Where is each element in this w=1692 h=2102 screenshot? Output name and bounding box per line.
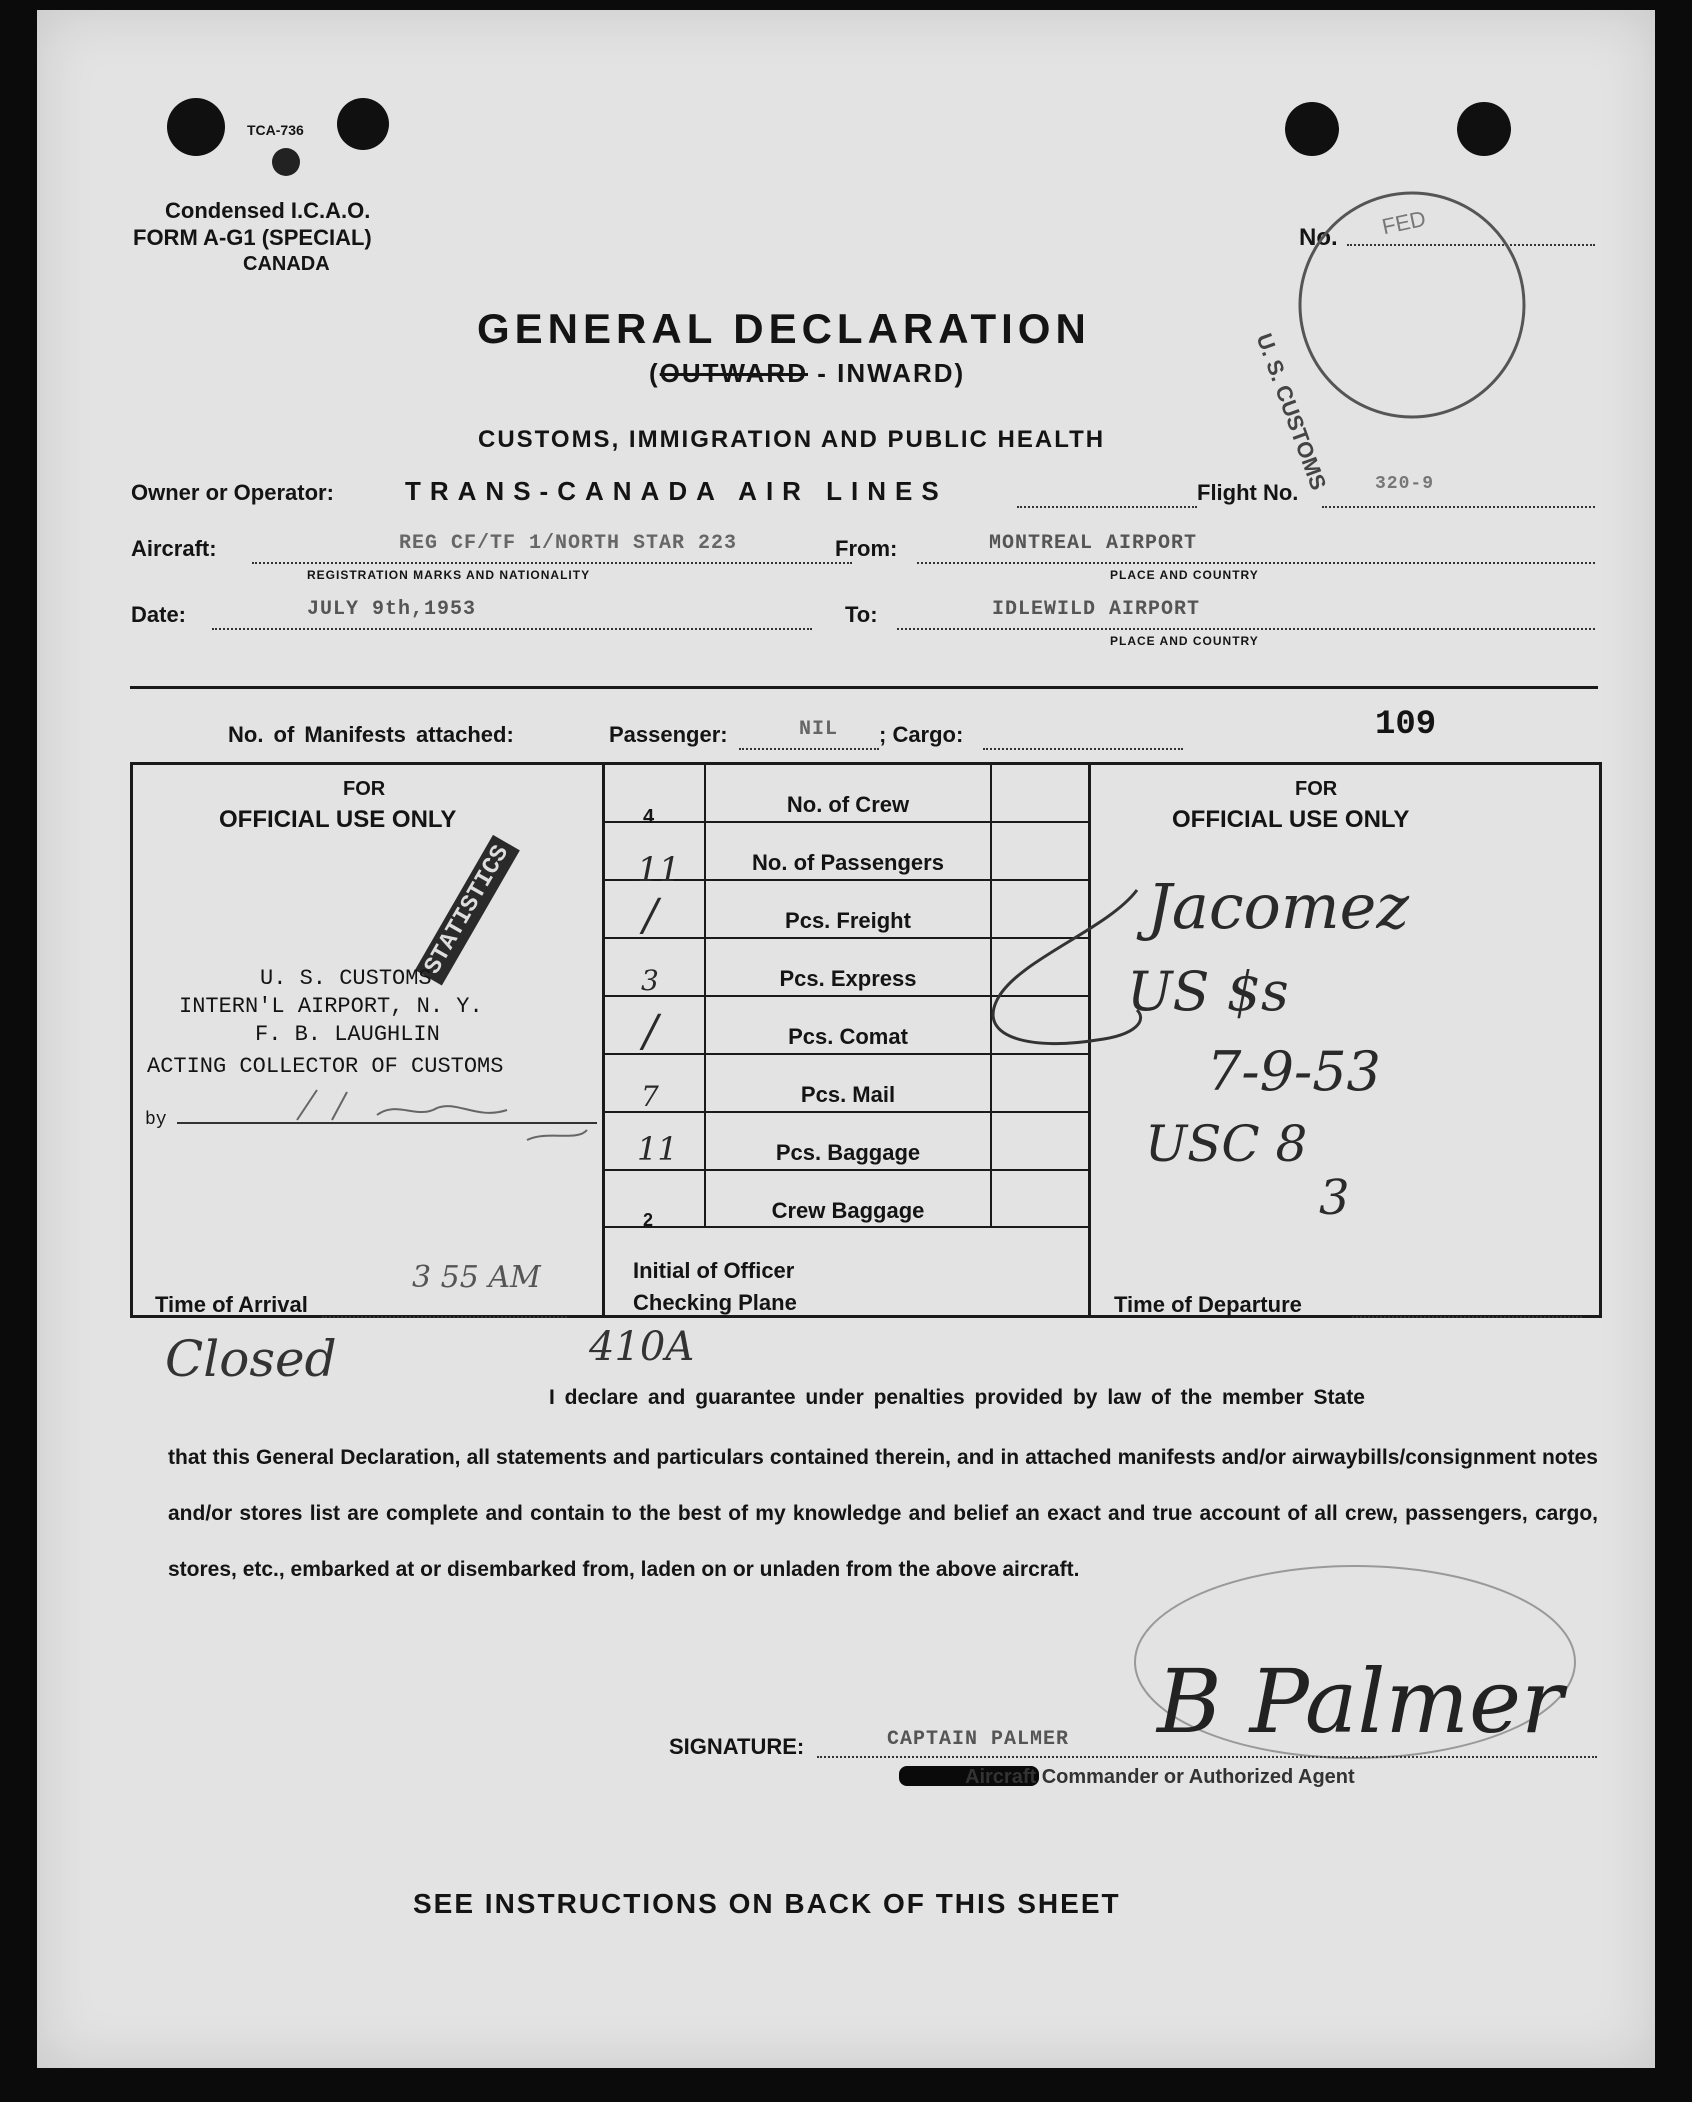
header-divider bbox=[130, 686, 1598, 689]
time-410-annotation: 410A bbox=[589, 1324, 695, 1370]
customs-stamp-line2: INTERN'L AIRPORT, N. Y. bbox=[179, 994, 483, 1019]
count-label-passengers: No. of Passengers bbox=[752, 850, 944, 875]
signature-typed: CAPTAIN PALMER bbox=[887, 1728, 1070, 1751]
count-label-comat: Pcs. Comat bbox=[788, 1024, 908, 1049]
aircraft-line bbox=[252, 562, 852, 564]
right-box-scrawl bbox=[977, 870, 1147, 1070]
count-label-freight: Pcs. Freight bbox=[785, 908, 911, 933]
form-id: TCA-736 bbox=[247, 122, 304, 138]
aircraft-caption: REGISTRATION MARKS AND NATIONALITY bbox=[307, 568, 591, 582]
time-departure-line bbox=[1352, 1316, 1582, 1318]
to-caption: PLACE AND COUNTRY bbox=[1110, 634, 1259, 648]
from-value: MONTREAL AIRPORT bbox=[989, 532, 1198, 555]
customs-stamp-line4: ACTING COLLECTOR OF CUSTOMS bbox=[147, 1054, 504, 1079]
customs-stamp-partial: FED bbox=[1379, 205, 1429, 240]
printer-seal-icon bbox=[272, 148, 300, 176]
from-label: From: bbox=[835, 536, 898, 561]
customs-stamp-by: by bbox=[145, 1110, 167, 1130]
initial-officer-line1: Initial of Officer bbox=[633, 1258, 795, 1283]
count-row-line-7 bbox=[602, 1169, 1090, 1171]
time-departure-label: Time of Departure bbox=[1114, 1292, 1302, 1317]
customs-stamp-line3: F. B. LAUGHLIN bbox=[255, 1022, 440, 1047]
subtitle-inward: - INWARD) bbox=[808, 358, 966, 388]
flight-line bbox=[1322, 506, 1595, 508]
count-row-line-6 bbox=[602, 1111, 1090, 1113]
left-for: FOR bbox=[343, 778, 386, 800]
signature-handwritten: B Palmer bbox=[1157, 1650, 1564, 1753]
manifest-number: 109 bbox=[1375, 706, 1437, 744]
count-row-line-1 bbox=[602, 821, 1090, 823]
statistics-stamp: STATISTICS bbox=[415, 835, 520, 986]
time-arrival-label: Time of Arrival bbox=[155, 1292, 308, 1317]
subtitle-outward-struck: OUTWARD bbox=[659, 358, 808, 388]
count-value-express: 3 bbox=[641, 964, 659, 997]
form-subtitle bbox=[649, 358, 965, 389]
count-row-line-8 bbox=[602, 1226, 1090, 1228]
right-for: FOR bbox=[1295, 778, 1338, 800]
form-title: GENERAL DECLARATION bbox=[477, 305, 1091, 352]
closed-annotation: Closed bbox=[165, 1330, 337, 1388]
right-handwriting-1: Jacomez bbox=[1147, 870, 1410, 943]
flight-value: 320-9 bbox=[1375, 474, 1435, 494]
signature-label: SIGNATURE: bbox=[669, 1734, 805, 1759]
customs-officer-scrawl bbox=[277, 1080, 597, 1160]
date-label: Date: bbox=[131, 602, 187, 627]
owner-line bbox=[1017, 506, 1197, 508]
form-header-line3: CANADA bbox=[243, 253, 330, 275]
date-line bbox=[212, 628, 812, 630]
to-value: IDLEWILD AIRPORT bbox=[992, 598, 1201, 621]
customs-stamp-line1: U. S. CUSTOMS bbox=[260, 966, 432, 991]
customs-stamp-text: U. S. CUSTOMS bbox=[1251, 330, 1332, 494]
right-handwriting-2: US $s bbox=[1127, 960, 1289, 1023]
right-official-use: OFFICIAL USE ONLY bbox=[1172, 806, 1410, 833]
time-arrival-value: 3 55 AM bbox=[412, 1260, 541, 1295]
owner-value: TRANS-CANADA AIR LINES bbox=[405, 476, 948, 506]
aircraft-value: REG CF/TF 1/NORTH STAR 223 bbox=[399, 532, 738, 555]
count-value-comat: / bbox=[643, 1006, 658, 1057]
count-value-crew: 4 bbox=[643, 806, 655, 828]
punch-hole-top-right-2 bbox=[1457, 102, 1511, 156]
punch-hole-top-right bbox=[1285, 102, 1339, 156]
signature-line bbox=[817, 1756, 1597, 1758]
passenger-value: NIL bbox=[799, 718, 839, 741]
right-handwriting-3: 7-9-53 bbox=[1207, 1040, 1381, 1103]
aircraft-label: Aircraft: bbox=[131, 536, 217, 561]
declaration-text: that this General Declaration, all statements and particulars contained therein, and in attached manifests and/or airwaybills/consignment notes and/or stores list are complete and contain to the best of my knowledge and belief an exact and true account of all crew, passengers, cargo, stores, etc., embarked at or disembarked from, laden on or unladen from the above aircraft. bbox=[168, 1446, 1598, 1581]
cargo-line bbox=[983, 748, 1183, 750]
time-arrival-line bbox=[322, 1316, 567, 1318]
right-handwriting-4: USC 8 bbox=[1145, 1115, 1308, 1173]
count-label-crew: No. of Crew bbox=[786, 792, 910, 817]
count-label-mail: Pcs. Mail bbox=[800, 1082, 896, 1107]
count-label-express: Pcs. Express bbox=[779, 966, 917, 991]
declaration-first-line: I declare and guarantee under penalties provided by law of the member State bbox=[549, 1386, 1365, 1409]
count-value-baggage: 11 bbox=[637, 1130, 678, 1168]
to-label: To: bbox=[845, 602, 878, 627]
to-line bbox=[897, 628, 1595, 630]
count-value-mail: 7 bbox=[641, 1080, 659, 1113]
date-value: JULY 9th,1953 bbox=[307, 598, 477, 621]
count-value-freight: / bbox=[643, 890, 658, 941]
from-caption: PLACE AND COUNTRY bbox=[1110, 568, 1259, 582]
manifests-label: No. of Manifests attached: bbox=[228, 722, 514, 747]
punch-hole-top-left bbox=[167, 98, 225, 156]
flight-label: Flight No. bbox=[1197, 480, 1299, 505]
left-official-use: OFFICIAL USE ONLY bbox=[219, 806, 457, 833]
initial-officer-line2: Checking Plane bbox=[633, 1290, 797, 1315]
form-header-line2: FORM A-G1 (SPECIAL) bbox=[133, 225, 372, 250]
section-heading: CUSTOMS, IMMIGRATION AND PUBLIC HEALTH bbox=[478, 426, 1106, 453]
punch-hole-top-left-2 bbox=[337, 98, 389, 150]
count-label-baggage: Pcs. Baggage bbox=[775, 1140, 921, 1165]
table-divider-left bbox=[602, 762, 605, 1318]
number-label: No. bbox=[1299, 224, 1338, 251]
from-line bbox=[917, 562, 1595, 564]
footer-instructions: SEE INSTRUCTIONS ON BACK OF THIS SHEET bbox=[413, 1888, 1121, 1919]
count-label-crew-baggage: Crew Baggage bbox=[771, 1198, 925, 1223]
cargo-label: ; Cargo: bbox=[879, 722, 964, 747]
count-value-passengers: 11 bbox=[637, 850, 681, 890]
form-header-line1: Condensed I.C.A.O. bbox=[165, 198, 371, 223]
signature-caption: Aircraft Commander or Authorized Agent bbox=[965, 1766, 1355, 1788]
passenger-line bbox=[739, 748, 879, 750]
form-sheet bbox=[37, 10, 1655, 2068]
subtitle-open: ( bbox=[649, 358, 660, 388]
owner-label: Owner or Operator: bbox=[131, 480, 334, 505]
right-handwriting-5: 3 bbox=[1319, 1170, 1350, 1226]
count-value-crew-baggage: 2 bbox=[643, 1210, 654, 1230]
passenger-label: Passenger: bbox=[609, 722, 728, 747]
